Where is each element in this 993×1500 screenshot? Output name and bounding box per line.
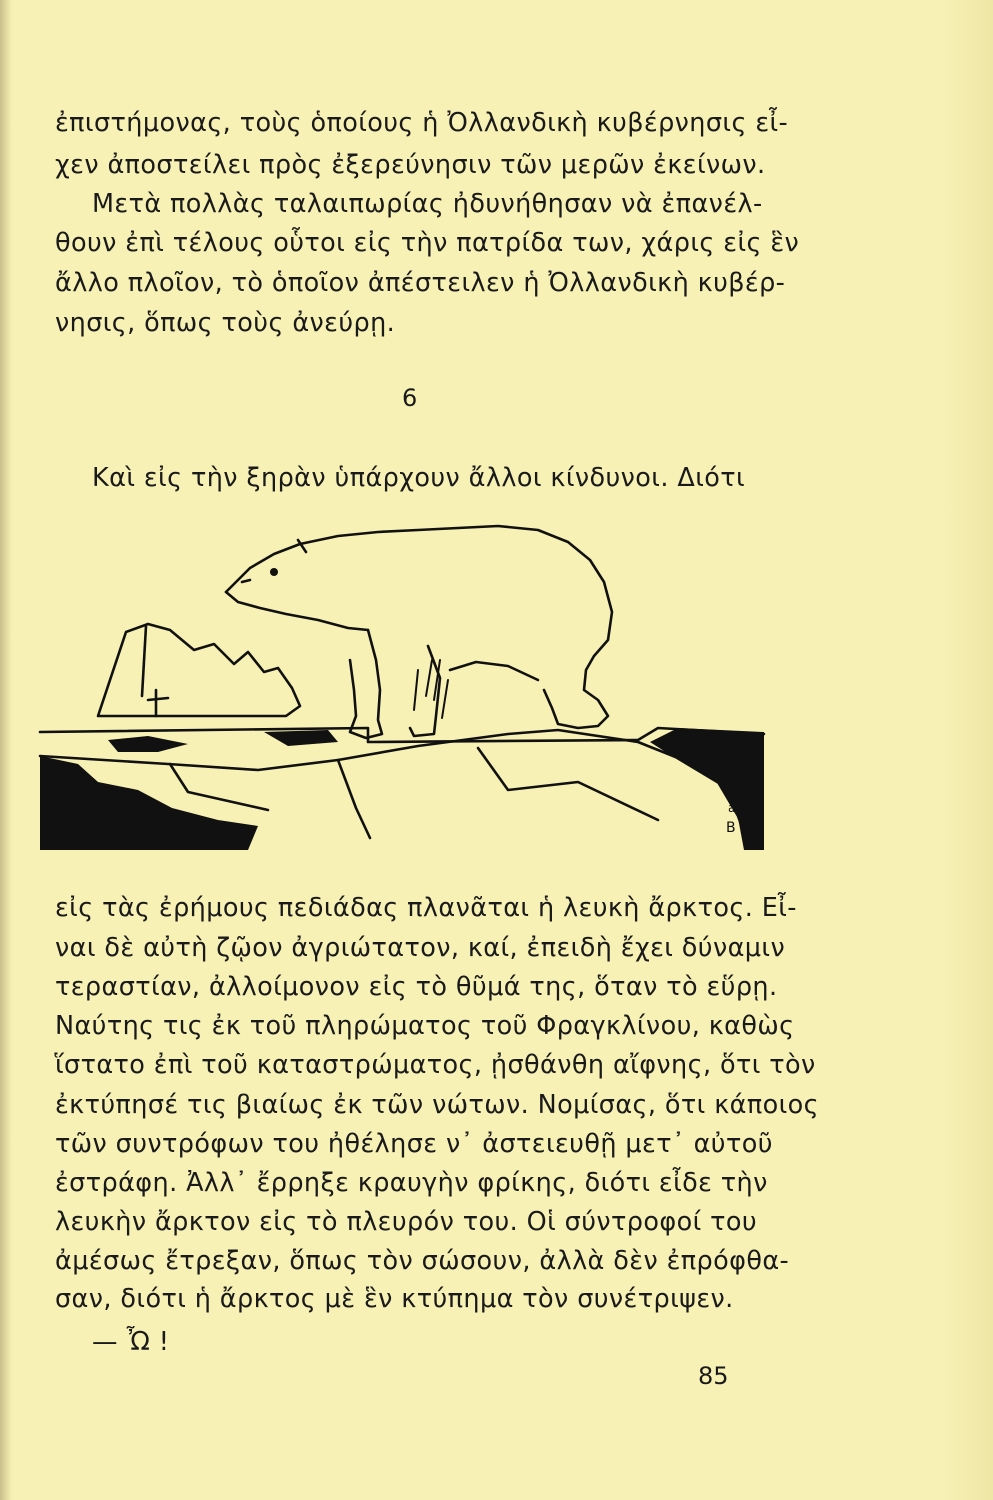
text-line: χεν ἀποστείλει πρὸς ἐξερεύνησιν τῶν μερῶν ἐκείνων. (55, 150, 766, 180)
text-line: ἀμέσως ἔτρεξαν, ὅπως τὸν σώσουν, ἀλλὰ δὲν ἐπρόφθα- (55, 1246, 790, 1276)
illustrator-monogram-b: B (726, 820, 736, 836)
bear-outline (226, 526, 612, 728)
text-line: Μετὰ πολλὰς ταλαιπωρίας ἠδυνήθησαν νὰ ἐπανέλ- (92, 189, 763, 219)
text-line: ναι δὲ αὐτὴ ζῷον ἀγριώτατον, καί, ἐπειδὴ ἔχει δύναμιν (55, 933, 786, 963)
text-line: σαν, διότι ἡ ἄρκτος μὲ ἓν κτύπημα τὸν συνέτριψεν. (55, 1284, 734, 1314)
text-line: ἐστράφη. Ἀλλ᾽ ἔρρηξε κραυγὴν φρίκης, διότι εἶδε τὴν (55, 1168, 768, 1198)
text-line: Ναύτης τις ἐκ τοῦ πληρώματος τοῦ Φραγκλίνου, καθὼς (55, 1011, 795, 1041)
text-line: ἵστατο ἐπὶ τοῦ καταστρώματος, ᾐσθάνθη αἴφνης, ὅτι τὸν (55, 1050, 816, 1080)
text-line: τῶν συντρόφων του ἠθέλησε ν᾽ ἀστειευθῇ μετ᾽ αὐτοῦ (55, 1129, 773, 1159)
exclamation-line: — Ὦ ! (92, 1327, 170, 1357)
book-spine-shadow (0, 0, 12, 1500)
text-line: ἐκτύπησέ τις βιαίως ἐκ τῶν νώτων. Νομίσας, ὅτι κάποιος (55, 1090, 819, 1120)
polar-bear-illustration (38, 520, 766, 850)
text-line: νησις, ὅπως τοὺς ἀνεύρῃ. (55, 308, 396, 338)
page-edge-shadow (943, 0, 993, 1500)
illustrator-monogram: a (728, 801, 736, 815)
iceberg-outline (98, 624, 300, 716)
page-number: 85 (698, 1362, 729, 1390)
text-line: ἐπιστήμονας, τοὺς ὁποίους ἡ Ὀλλανδικὴ κυβέρνησις εἶ- (55, 108, 789, 138)
section-numeral: 6 (402, 384, 418, 412)
text-line: εἰς τὰς ἐρήμους πεδιάδας πλανᾶται ἡ λευκὴ ἄρκτος. Εἶ- (55, 893, 797, 923)
text-line: ἄλλο πλοῖον, τὸ ὁποῖον ἀπέστειλεν ἡ Ὀλλανδικὴ κυβέρ- (55, 268, 786, 298)
text-line: τεραστίαν, ἀλλοίμονον εἰς τὸ θῦμά της, ὅταν τὸ εὕρῃ. (55, 972, 778, 1002)
text-line: λευκὴν ἄρκτον εἰς τὸ πλευρόν του. Οἱ σύντροφοί του (55, 1207, 758, 1237)
text-line: θουν ἐπὶ τέλους οὗτοι εἰς τὴν πατρίδα των, χάρις εἰς ἓν (55, 228, 800, 258)
section-opening-line: Καὶ εἰς τὴν ξηρὰν ὑπάρχουν ἄλλοι κίνδυνοι. Διότι (92, 463, 746, 493)
